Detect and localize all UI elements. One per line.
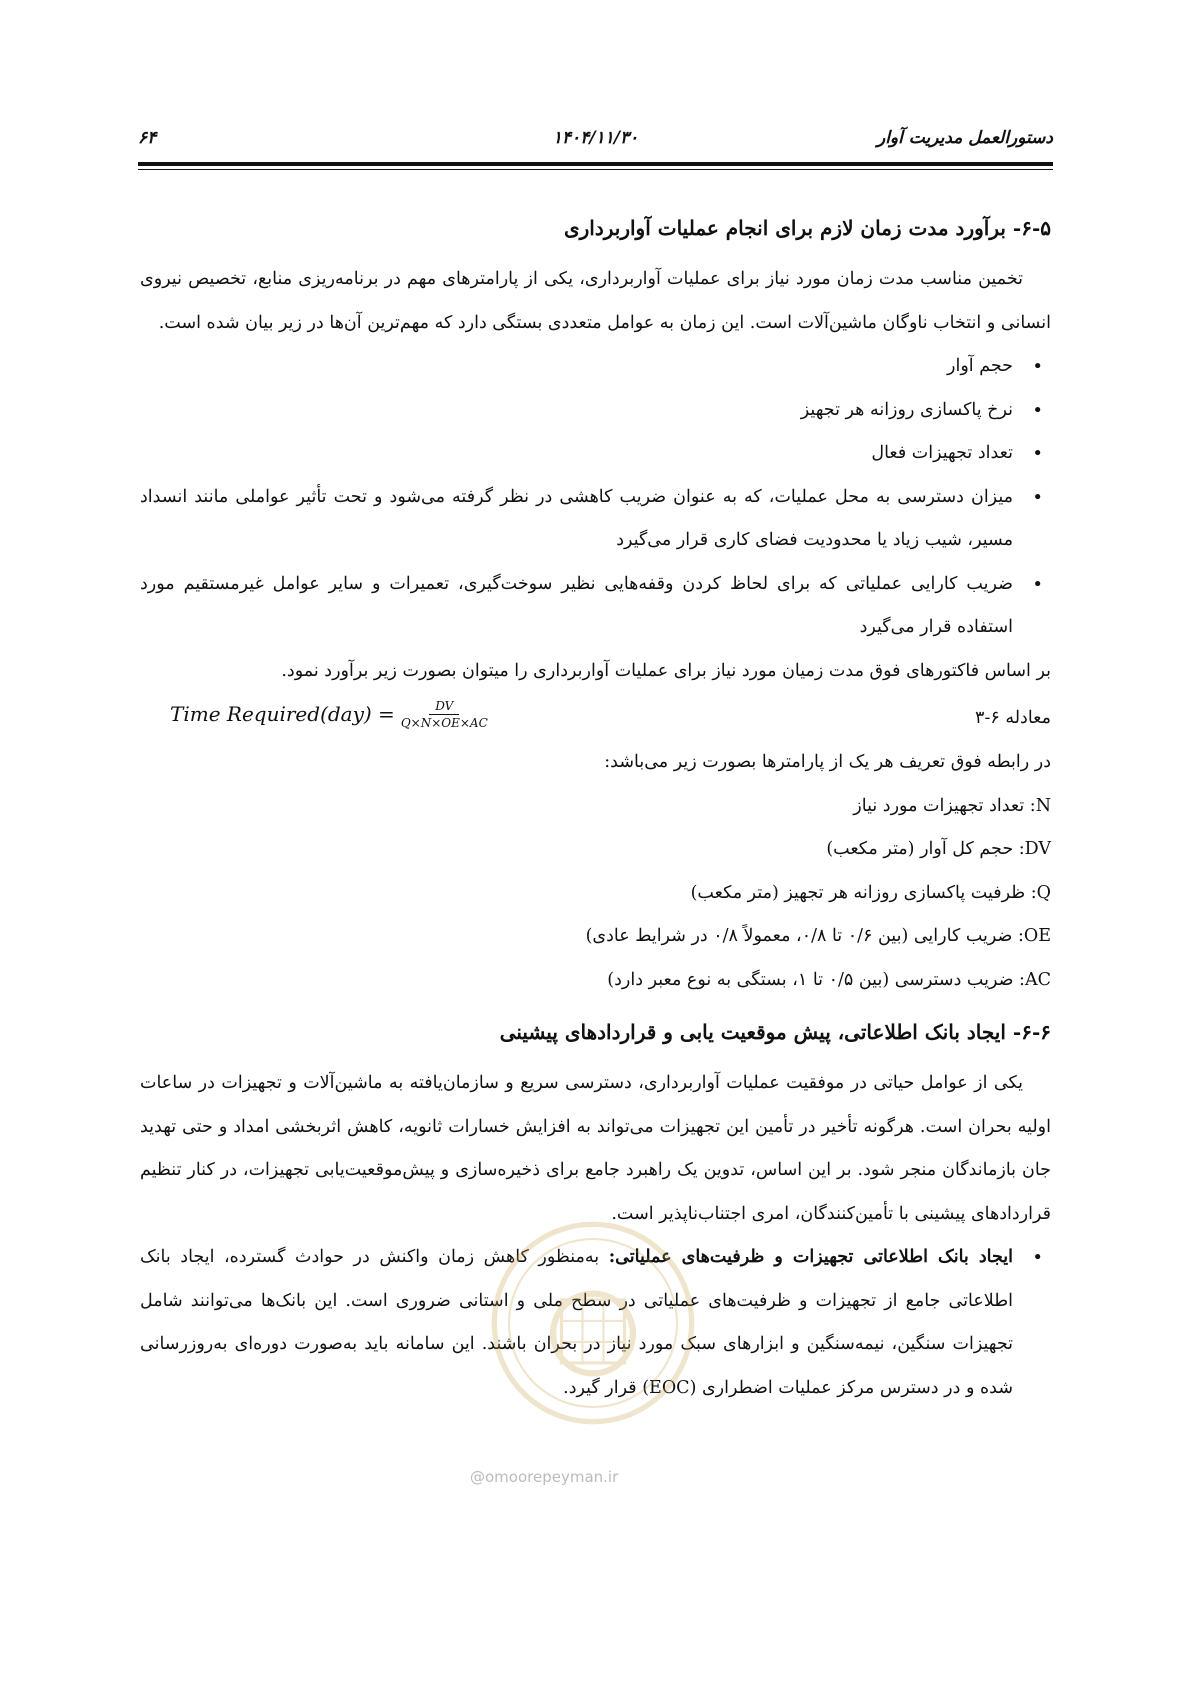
- formula-denominator: Q×N×OE×AC: [400, 716, 488, 731]
- definition-item: OE: ضریب کارایی (بین ۰/۶ تا ۰/۸، معمولاً ۰/۸ در شرایط عادی): [585, 926, 1051, 946]
- list-item: • میزان دسترسی به محل عملیات، که به عنوان ضریب کاهشی در نظر گرفته می‌شود و تحت تأثیر عواملی مانند انسداد مسیر، شیب زیاد یا محدودیت فضای کاری قرار می‌گیرد: [140, 476, 1013, 563]
- time-required-formula: [170, 693, 488, 737]
- equation-label: معادله ۶-۳: [975, 708, 1051, 728]
- factor-list: [140, 345, 1051, 650]
- page-number: ۶۴: [138, 128, 157, 148]
- list-item: • نرخ پاکسازی روزانه هر تجهیز: [140, 389, 1013, 433]
- header-title: دستورالعمل مدیریت آوار: [876, 128, 1053, 148]
- formula-lhs: Time Required(day) =: [170, 702, 395, 726]
- header-rule: [138, 162, 1053, 166]
- watermark-logo: [488, 1218, 698, 1428]
- formula-numerator: DV: [429, 698, 459, 715]
- definitions-intro: در رابطه فوق تعریف هر یک از پارامترها بصورت زیر می‌باشد:: [604, 752, 1051, 772]
- list-item: • حجم آوار: [140, 345, 1013, 389]
- list-item: • تعداد تجهیزات فعال: [140, 432, 1013, 476]
- page-header: [138, 128, 1053, 158]
- section-intro-paragraph: یکی از عوامل حیاتی در موفقیت عملیات آواربرداری، دسترسی سریع و سازمان‌یافته به ماشین‌آلات و تجهیزات در ساعات اولیه بحران است. هرگونه تأخیر در تأمین این تجهیزات می‌تواند به افزایش خسارات ثانویه، کاهش اثربخشی امداد و حتی تهدید جان بازماندگان منجر شود. بر این اساس، تدوین یک راهبرد جامع برای ذخیره‌سازی و پیش‌موقعیت‌یابی تجهیزات، در کنار تنظیم قراردادهای پیشینی با تأمین‌کنندگان، امری اجتناب‌ناپذیر است.: [140, 1073, 1051, 1224]
- definition-item: DV: حجم کل آوار (متر مکعب): [826, 839, 1051, 859]
- list-item: • ضریب کارایی عملیاتی که برای لحاظ کردن وقفه‌هایی نظیر سوخت‌گیری، تعمیرات و سایر عوامل غیرمستقیم مورد استفاده قرار می‌گیرد: [140, 563, 1013, 650]
- formula-fraction: [401, 698, 488, 731]
- parameter-definitions: [140, 785, 1051, 1003]
- definition-item: Q: ظرفیت پاکسازی روزانه هر تجهیز (متر مکعب): [690, 882, 1051, 903]
- definition-item: N: تعداد تجهیزات مورد نیاز: [853, 795, 1051, 816]
- watermark-text: @omoorepeyman.ir: [470, 1468, 619, 1486]
- equation-row: [140, 693, 1051, 741]
- section-intro-paragraph: تخمین مناسب مدت زمان مورد نیاز برای عملیات آواربرداری، یکی از پارامترهای مهم در برنامه‌ریزی منابع، تخصیص نیروی انسانی و انتخاب ناوگان ماشین‌آلات است. این زمان به عوامل متعددی بستگی دارد که مهم‌ترین آن‌ها در زیر بیان شده است.: [140, 269, 1051, 333]
- definition-item: AC: ضریب دسترسی (بین ۰/۵ تا ۱، بستگی به نوع معبر دارد): [607, 969, 1051, 990]
- section-heading-6-6: ۶-۶- ایجاد بانک اطلاعاتی، پیش موقعیت یابی و قراردادهای پیشینی: [499, 1020, 1051, 1044]
- header-date: ۱۴۰۴/۱۱/۳۰: [552, 128, 639, 148]
- equation-lead-paragraph: بر اساس فاکتورهای فوق مدت زمیان مورد نیاز برای عملیات آواربرداری را میتوان بصورت زیر برآورد نمود.: [281, 660, 1051, 681]
- list-item-text: به‌منظور کاهش زمان واکنش در حوادث گسترده، ایجاد بانک اطلاعاتی جامع از تجهیزات و ظرفیت‌های عملیاتی در سطح ملی و استانی ضروری است. این بانک‌ها می‌توانند شامل تجهیزات سنگین، نیمه‌سنگین و ابزارهای سبک مورد نیاز در بحران باشند. این سامانه باید به‌صورت دوره‌ای به‌روزرسانی شده و در دسترس مرکز عملیات اضطراری (EOC) قرار گیرد.: [140, 1247, 1013, 1398]
- section-heading-6-5: ۶-۵- برآورد مدت زمان لازم برای انجام عملیات آواربرداری: [563, 216, 1051, 240]
- header-rule-thin: [138, 169, 1053, 170]
- list-item-bold-lead: ایجاد بانک اطلاعاتی تجهیزات و ظرفیت‌های عملیاتی:: [608, 1247, 1013, 1267]
